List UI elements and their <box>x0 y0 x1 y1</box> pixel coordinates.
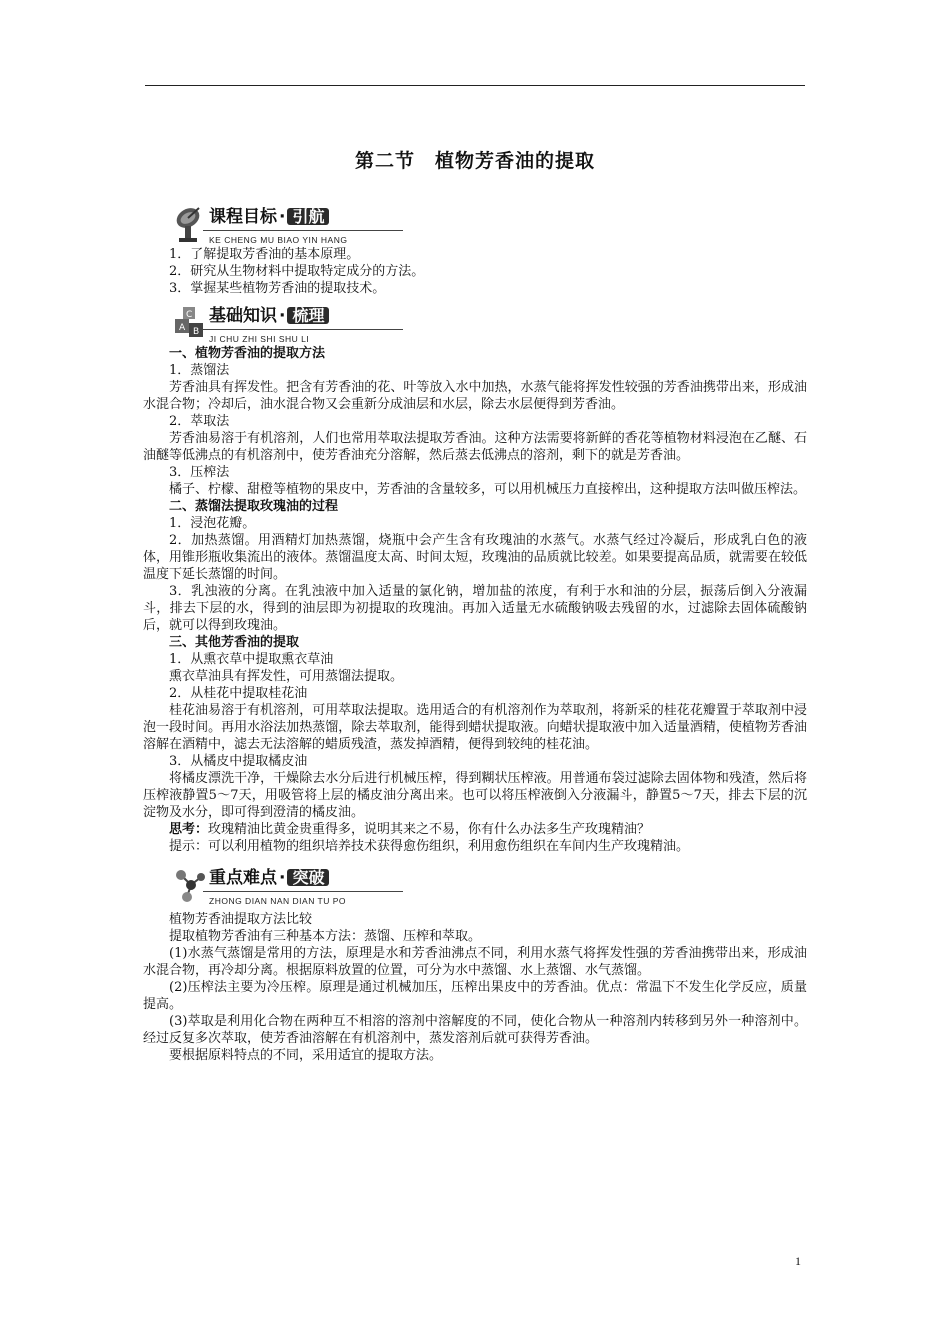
paragraph: 熏衣草油具有挥发性，可用蒸馏法提取。 <box>169 669 404 684</box>
banner-underline <box>203 230 403 231</box>
section-banner-goals <box>173 202 807 254</box>
paragraph: 提取植物芳香油有三种基本方法：蒸馏、压榨和萃取。 <box>169 929 482 944</box>
abc-blocks-icon <box>173 303 207 343</box>
paragraph: (1)水蒸气蒸馏是常用的方法，原理是水和芳香油沸点不同，利用水蒸气将挥发性强的芳香油携带出来，形成油水混合物，再冷却分离。根据原料放置的位置，可分为水中蒸馏、水上蒸馏、水气蒸馏。 <box>143 946 807 978</box>
goal-item: 2．研究从生物材料中提取特定成分的方法。 <box>169 264 425 279</box>
paragraph: 将橘皮漂洗干净，干燥除去水分后进行机械压榨，得到糊状压榨液。用普通布袋过滤除去固体物和残渣，然后将压榨液静置5～7天，用吸管将上层的橘皮油分离出来。也可以将压榨液倒入分液漏斗，静置5～7天，排去下层的沉淀物及水分，即可得到澄清的橘皮油。 <box>143 771 807 820</box>
svg-text:A: A <box>179 323 186 333</box>
paragraph: 桂花油易溶于有机溶剂，可用萃取法提取。选用适合的有机溶剂作为萃取剂，将新采的桂花花瓣置于萃取剂中浸泡一段时间。再用水浴法加热蒸馏，除去萃取剂，能得到蜡状提取液。向蜡状提取液中加入适量酒精，使植物芳香油溶解在酒精中，滤去无法溶解的蜡质残渣，蒸发掉酒精，便得到较纯的桂花油。 <box>143 703 807 752</box>
banner-pinyin: JI CHU ZHI SHI SHU LI <box>209 334 310 344</box>
svg-text:C: C <box>186 310 193 320</box>
section-banner-basics <box>173 301 807 353</box>
sub-heading: 1．从熏衣草中提取熏衣草油 <box>169 652 334 667</box>
banner-title: 重点难点 · 突破 <box>209 869 329 887</box>
sub-heading: 1．蒸馏法 <box>169 363 230 378</box>
satellite-dish-icon <box>173 204 207 244</box>
section-heading: 二、蒸馏法提取玫瑰油的过程 <box>169 499 339 514</box>
banner-pinyin: ZHONG DIAN NAN DIAN TU PO <box>209 896 347 906</box>
sub-heading: 2．从桂花中提取桂花油 <box>169 686 308 701</box>
paragraph: 橘子、柠檬、甜橙等植物的果皮中，芳香油的含量较多，可以用机械压力直接榨出，这种提取方法叫做压榨法。 <box>169 482 807 497</box>
think-question: 思考：玫瑰精油比黄金贵重得多，说明其来之不易，你有什么办法多生产玫瑰精油？ <box>169 822 651 837</box>
paragraph: (3)萃取是利用化合物在两种互不相溶的溶剂中溶解度的不同，使化合物从一种溶剂内转移到另外一种溶剂中。经过反复多次萃取，使芳香油溶解在有机溶剂中，蒸发溶剂后就可获得芳香油。 <box>143 1014 807 1046</box>
section-heading: 三、其他芳香油的提取 <box>169 635 300 650</box>
sub-heading: 植物芳香油提取方法比较 <box>169 912 313 927</box>
sub-heading: 3．压榨法 <box>169 465 230 480</box>
section-banner-keypoints <box>173 863 807 915</box>
document-body <box>143 198 807 1064</box>
paragraph: 芳香油易溶于有机溶剂，人们也常用萃取法提取芳香油。这种方法需要将新鲜的香花等植物材料浸泡在乙醚、石油醚等低沸点的有机溶剂中，使芳香油充分溶解，然后蒸去低沸点的溶剂，剩下的就是芳香油。 <box>143 431 807 463</box>
banner-title: 课程目标 · 引航 <box>209 208 329 226</box>
banner-underline <box>203 329 403 330</box>
banner-pinyin: KE CHENG MU BIAO YIN HANG <box>209 235 348 245</box>
paragraph: 芳香油具有挥发性。把含有芳香油的花、叶等放入水中加热，水蒸气能将挥发性较强的芳香油携带出来，形成油水混合物；冷却后，油水混合物又会重新分成油层和水层，除去水层便得到芳香油。 <box>143 380 807 412</box>
paragraph: 3．乳浊液的分离。在乳浊液中加入适量的氯化钠，增加盐的浓度，有利于水和油的分层，振荡后倒入分液漏斗，排去下层的水，得到的油层即为初提取的玫瑰油。再加入适量无水硫酸钠吸去残留的水，过滤除去固体硫酸钠后，就可以得到玫瑰油。 <box>143 584 807 633</box>
paragraph: (2)压榨法主要为冷压榨。原理是通过机械加压，压榨出果皮中的芳香油。优点：常温下不发生化学反应，质量提高。 <box>143 980 807 1012</box>
hint-answer: 提示：可以利用植物的组织培养技术获得愈伤组织，利用愈伤组织在车间内生产玫瑰精油。 <box>169 839 690 854</box>
svg-text:B: B <box>193 327 200 337</box>
page-number: 1 <box>795 1254 801 1268</box>
page-title: 第二节 植物芳香油的提取 <box>354 150 595 172</box>
sub-heading: 2．萃取法 <box>169 414 230 429</box>
sub-heading: 1．浸泡花瓣。 <box>169 516 256 531</box>
banner-underline <box>203 891 403 892</box>
molecule-icon <box>173 865 207 905</box>
goal-item: 3．掌握某些植物芳香油的提取技术。 <box>169 281 386 296</box>
banner-title: 基础知识 · 梳理 <box>209 307 329 325</box>
section-heading: 一、植物芳香油的提取方法 <box>169 346 326 361</box>
header-rule <box>145 85 805 86</box>
goal-item: 1．了解提取芳香油的基本原理。 <box>169 247 360 262</box>
paragraph: 2．加热蒸馏。用酒精灯加热蒸馏，烧瓶中会产生含有玫瑰油的水蒸气。水蒸气经过冷凝后，形成乳白色的液体，用锥形瓶收集流出的液体。蒸馏温度太高、时间太短，玫瑰油的品质就比较差。如果要提高品质，就需要在较低温度下延长蒸馏的时间。 <box>143 533 807 582</box>
sub-heading: 3．从橘皮中提取橘皮油 <box>169 754 308 769</box>
paragraph: 要根据原料特点的不同，采用适宜的提取方法。 <box>169 1048 443 1063</box>
